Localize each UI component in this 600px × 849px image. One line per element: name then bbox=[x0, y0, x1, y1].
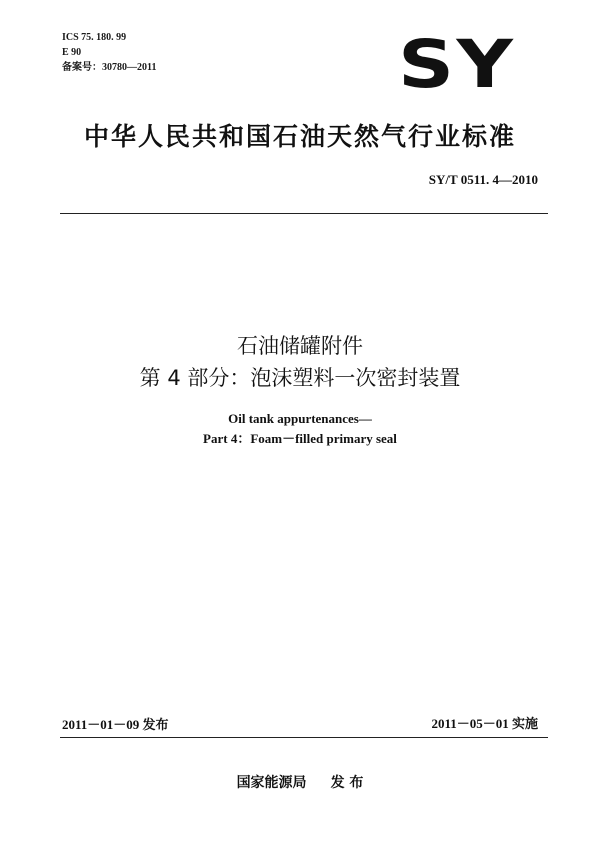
record-number: 备案号：30780—2011 bbox=[62, 62, 157, 73]
publish-action: 发 布 bbox=[330, 775, 364, 791]
ics-code: ICS 75. 180. 99 bbox=[62, 32, 127, 43]
publisher-line bbox=[0, 772, 600, 792]
document-title-en-line1: Oil tank appurtenances— bbox=[228, 411, 372, 426]
bottom-divider bbox=[60, 737, 548, 738]
effective-date: 2011－05－01 实施 bbox=[431, 716, 538, 731]
standard-code: SY/T 0511. 4—2010 bbox=[428, 172, 538, 187]
document-title-cn-line1: 石油储罐附件 bbox=[237, 334, 363, 358]
document-metadata bbox=[62, 30, 156, 75]
classification-code: E 90 bbox=[62, 47, 82, 58]
top-divider bbox=[60, 213, 548, 214]
document-title-en-line2: Part 4：Foam－filled primary seal bbox=[203, 431, 397, 446]
standard-organization-title: 中华人民共和国石油天然气行业标准 bbox=[83, 122, 516, 151]
sy-logo: SY bbox=[398, 26, 516, 103]
publisher-name: 国家能源局 bbox=[236, 775, 307, 791]
issue-date: 2011－01－09 发布 bbox=[62, 717, 169, 732]
document-title-cn-line2: 第 4 部分：泡沫塑料一次密封装置 bbox=[139, 366, 461, 390]
